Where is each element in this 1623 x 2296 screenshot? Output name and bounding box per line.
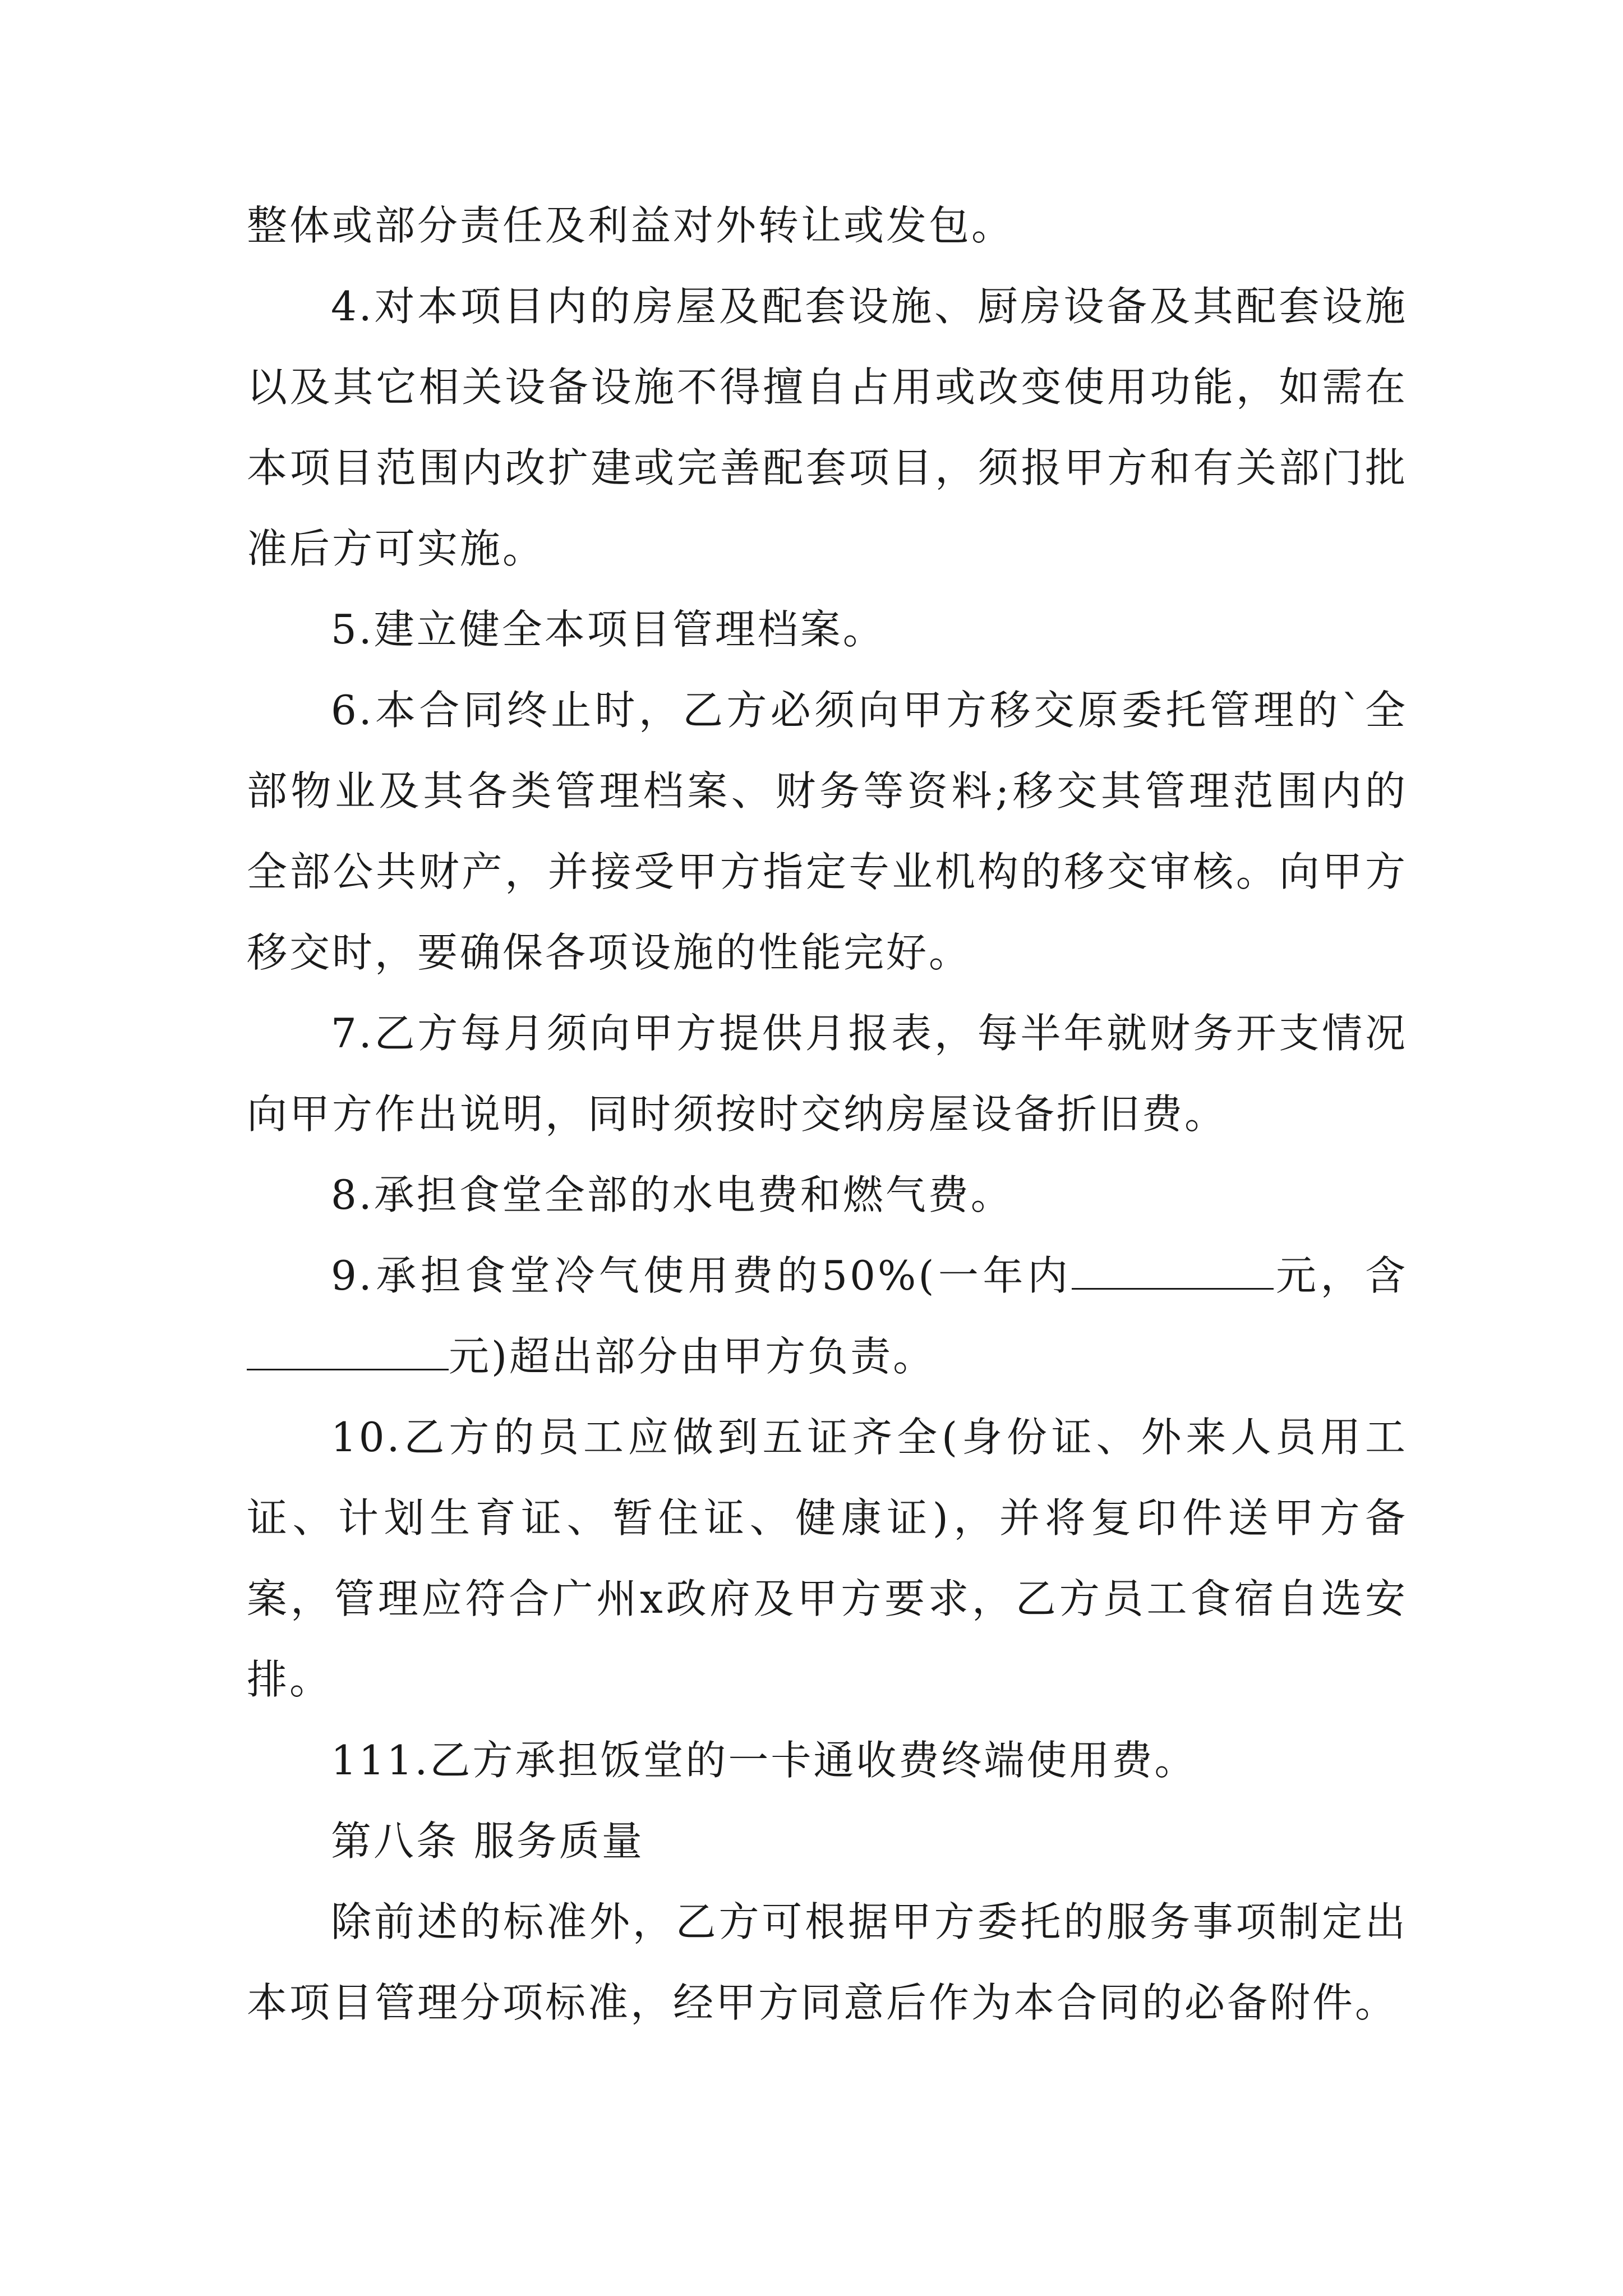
paragraph-item-111: 111.乙方承担饭堂的一卡通收费终端使用费。 xyxy=(331,1737,1197,1784)
item-9-text-part3: 元)超出部分由甲方负责。 xyxy=(449,1333,936,1380)
paragraph-item-5: 5.建立健全本项目管理档案。 xyxy=(331,606,886,653)
document-body xyxy=(247,185,1408,2043)
paragraph-item-9 xyxy=(247,1235,1408,1397)
blank-line-amount-1 xyxy=(1072,1254,1274,1290)
section-heading-article-8: 第八条 服务质量 xyxy=(331,1818,644,1865)
paragraph-item-4: 4.对本项目内的房屋及配套设施、厨房设备及其配套设施以及其它相关设备设施不得擅自占用或改变使用功能，如需在本项目范围内改扩建或完善配套项目，须报甲方和有关部门批准后方可实施。 xyxy=(247,283,1408,572)
item-9-text-part1: 9.承担食堂冷气使用费的50%(一年内 xyxy=(331,1252,1072,1299)
paragraph-service-quality: 除前述的标准外，乙方可根据甲方委托的服务事项制定出本项目管理分项标准，经甲方同意后作为本合同的必备附件。 xyxy=(247,1898,1408,2026)
item-9-text-part2: 元，含 xyxy=(1274,1252,1408,1299)
paragraph-item-10: 10.乙方的员工应做到五证齐全(身份证、外来人员用工证、计划生育证、暂住证、健康证)，并将复印件送甲方备案，管理应符合广州x政府及甲方要求，乙方员工食宿自选安排。 xyxy=(247,1414,1408,1703)
blank-line-amount-2 xyxy=(247,1335,449,1370)
paragraph-item-6: 6.本合同终止时，乙方必须向甲方移交原委托管理的`全部物业及其各类管理档案、财务等资料;移交其管理范围内的全部公共财产，并接受甲方指定专业机构的移交审核。向甲方移交时，要确保各项设施的性能完好。 xyxy=(247,687,1408,976)
paragraph-continuation: 整体或部分责任及利益对外转让或发包。 xyxy=(247,202,1015,249)
paragraph-item-7: 7.乙方每月须向甲方提供月报表，每半年就财务开支情况向甲方作出说明，同时须按时交纳房屋设备折旧费。 xyxy=(247,1010,1408,1138)
paragraph-item-8: 8.承担食堂全部的水电费和燃气费。 xyxy=(331,1171,1013,1218)
